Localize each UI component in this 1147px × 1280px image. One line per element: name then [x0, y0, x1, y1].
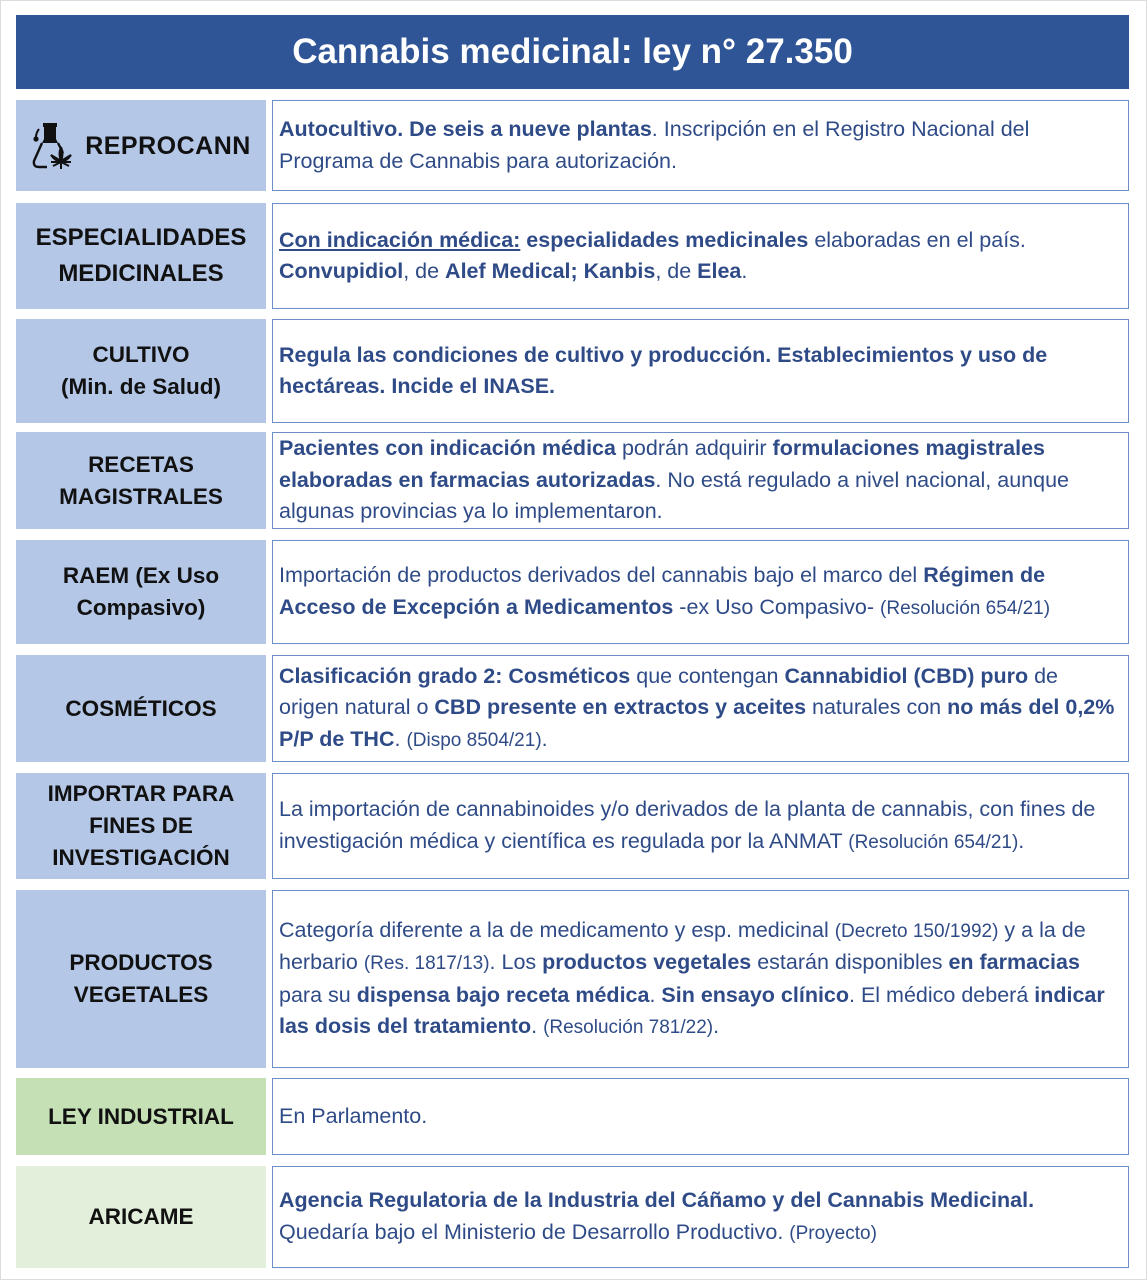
citation-text: (Decreto 150/1992)	[834, 920, 999, 942]
text: , de	[403, 259, 446, 283]
row-content	[272, 319, 1129, 423]
row-label-line: FINES DE	[89, 813, 193, 838]
text: que contengan	[630, 663, 785, 688]
row-content	[272, 100, 1129, 191]
row-label-line: MAGISTRALES	[59, 483, 223, 509]
row-content	[272, 890, 1129, 1068]
row-label-line: IMPORTAR PARA	[47, 781, 235, 806]
text: , de	[655, 259, 698, 283]
text: naturales con	[806, 695, 948, 720]
row-content	[272, 203, 1129, 309]
row-label	[16, 540, 266, 644]
row-label	[16, 432, 266, 529]
bold-text: Pacientes con indicación médica	[279, 436, 616, 461]
row-ley-industrial	[16, 1078, 1129, 1155]
row-label-text: LEY INDUSTRIAL	[48, 1103, 234, 1129]
row-content	[272, 655, 1129, 762]
text: y a la de herbario	[279, 917, 1086, 974]
bold-text: Agencia Regulatoria de la Industria del Cáñamo y del Cannabis Medicinal.	[279, 1188, 1035, 1212]
row-label	[16, 1166, 266, 1268]
row-productos-vegetales	[16, 890, 1129, 1068]
row-content	[272, 1166, 1129, 1268]
text: . No está regulado a nivel nacional, aunque algunas provincias ya lo implementaron.	[279, 467, 1069, 524]
bold-text: Régimen de Acceso de Excepción a Medicamentos	[279, 563, 1046, 619]
row-cultivo	[16, 319, 1129, 423]
bold-text: CBD presente en extractos y aceites	[434, 695, 807, 720]
row-label	[16, 319, 266, 423]
text: podrán adquirir	[615, 436, 773, 461]
row-label-line: RAEM (Ex Uso	[62, 563, 220, 588]
bold-text: formulaciones magistrales elaboradas en farmacias autorizadas	[279, 436, 1045, 492]
text: .	[541, 726, 548, 751]
row-content	[272, 1078, 1129, 1155]
citation-text: (Proyecto)	[789, 1222, 877, 1244]
text: . Inscripción en el Registro Nacional del Programa de Cannabis para autorización.	[279, 117, 1030, 173]
text: para su	[279, 982, 357, 1007]
row-label-line: (Min. de Salud)	[61, 374, 221, 399]
bold-text: Clasificación grado 2: Cosméticos	[279, 663, 631, 688]
underlined-text: Con indicación médica:	[279, 227, 521, 252]
row-label-text: COSMÉTICOS	[65, 695, 217, 721]
bold-text: dispensa bajo receta médica	[356, 982, 650, 1007]
bold-text: Sin ensayo clínico	[661, 982, 850, 1007]
citation-text: (Resolución 781/22)	[543, 1017, 714, 1038]
row-content	[272, 432, 1129, 529]
flask-cannabis-icon	[31, 121, 77, 171]
text: .	[741, 259, 748, 283]
row-content	[272, 540, 1129, 644]
citation-text: (Resolución 654/21)	[848, 831, 1019, 853]
row-label	[16, 203, 266, 309]
row-importar-investigacion	[16, 773, 1129, 879]
citation-text: (Res. 1817/13)	[363, 953, 490, 974]
row-label	[16, 100, 266, 191]
bold-text: Regula las condiciones de cultivo y producción. Establecimientos y uso de hectáreas. Incide el INASE.	[279, 342, 1048, 398]
row-label	[16, 655, 266, 762]
row-especialidades-medicinales	[16, 203, 1129, 309]
row-label	[16, 1078, 266, 1155]
bold-text: Autocultivo. De seis a nueve plantas	[279, 117, 652, 141]
text: elaboradas en el país.	[808, 227, 1026, 252]
text: .	[394, 726, 407, 751]
text: . El médico deberá	[849, 982, 1035, 1007]
row-label-line: PRODUCTOS	[69, 950, 213, 975]
row-label	[16, 773, 266, 879]
text: Importación de productos derivados del cannabis bajo el marco del	[279, 563, 924, 587]
text: estarán disponibles	[751, 950, 949, 974]
text: -ex Uso Compasivo-	[673, 594, 881, 619]
row-label-line: CULTIVO	[92, 342, 190, 367]
text: .	[649, 982, 662, 1007]
text: de origen natural o	[279, 663, 1059, 720]
bold-text: no más del 0,2% P/P de THC	[279, 695, 1115, 751]
citation-text: (Dispo 8504/21)	[406, 729, 542, 751]
bold-text: Cannabidiol (CBD) puro	[784, 663, 1029, 688]
text: .	[1018, 828, 1025, 853]
row-content	[272, 773, 1129, 879]
row-label-text: ARICAME	[88, 1204, 194, 1229]
text: Categoría diferente a la de medicamento y esp. medicinal	[279, 917, 835, 942]
row-label-line: INVESTIGACIÓN	[52, 845, 230, 870]
row-label	[16, 890, 266, 1068]
row-label-line: RECETAS	[88, 451, 194, 477]
citation-text: (Resolución 654/21)	[880, 597, 1051, 619]
row-aricame	[16, 1166, 1129, 1268]
text: . Los	[489, 950, 543, 974]
row-label-line: MEDICINALES	[58, 260, 224, 287]
row-label-line: ESPECIALIDADES	[35, 224, 247, 251]
bold-text: Elea	[697, 259, 742, 283]
bold-text: Convupidiol	[279, 259, 404, 283]
row-label-line: VEGETALES	[73, 982, 209, 1007]
row-label-text: REPROCANN	[85, 131, 251, 160]
bold-text: Alef Medical; Kanbis	[445, 259, 656, 283]
text: .	[713, 1014, 720, 1038]
text: Quedaría bajo el Ministerio de Desarrollo Productivo.	[279, 1219, 790, 1244]
row-raem	[16, 540, 1129, 644]
row-recetas-magistrales	[16, 432, 1129, 529]
bold-text: productos vegetales	[542, 950, 752, 974]
text: .	[531, 1014, 544, 1038]
text: En Parlamento.	[279, 1103, 428, 1128]
page-title: Cannabis medicinal: ley n° 27.350	[16, 15, 1129, 89]
bold-text: en farmacias	[948, 950, 1080, 974]
bold-text: indicar las dosis del tratamiento	[279, 982, 1105, 1038]
bold-text: especialidades medicinales	[520, 227, 809, 252]
row-reprocann	[16, 100, 1129, 191]
row-cosmeticos	[16, 655, 1129, 762]
text: La importación de cannabinoides y/o derivados de la planta de cannabis, con fines de investigación médica y científica es regulada por la ANMAT	[279, 797, 1096, 853]
row-label-line: Compasivo)	[76, 595, 206, 620]
